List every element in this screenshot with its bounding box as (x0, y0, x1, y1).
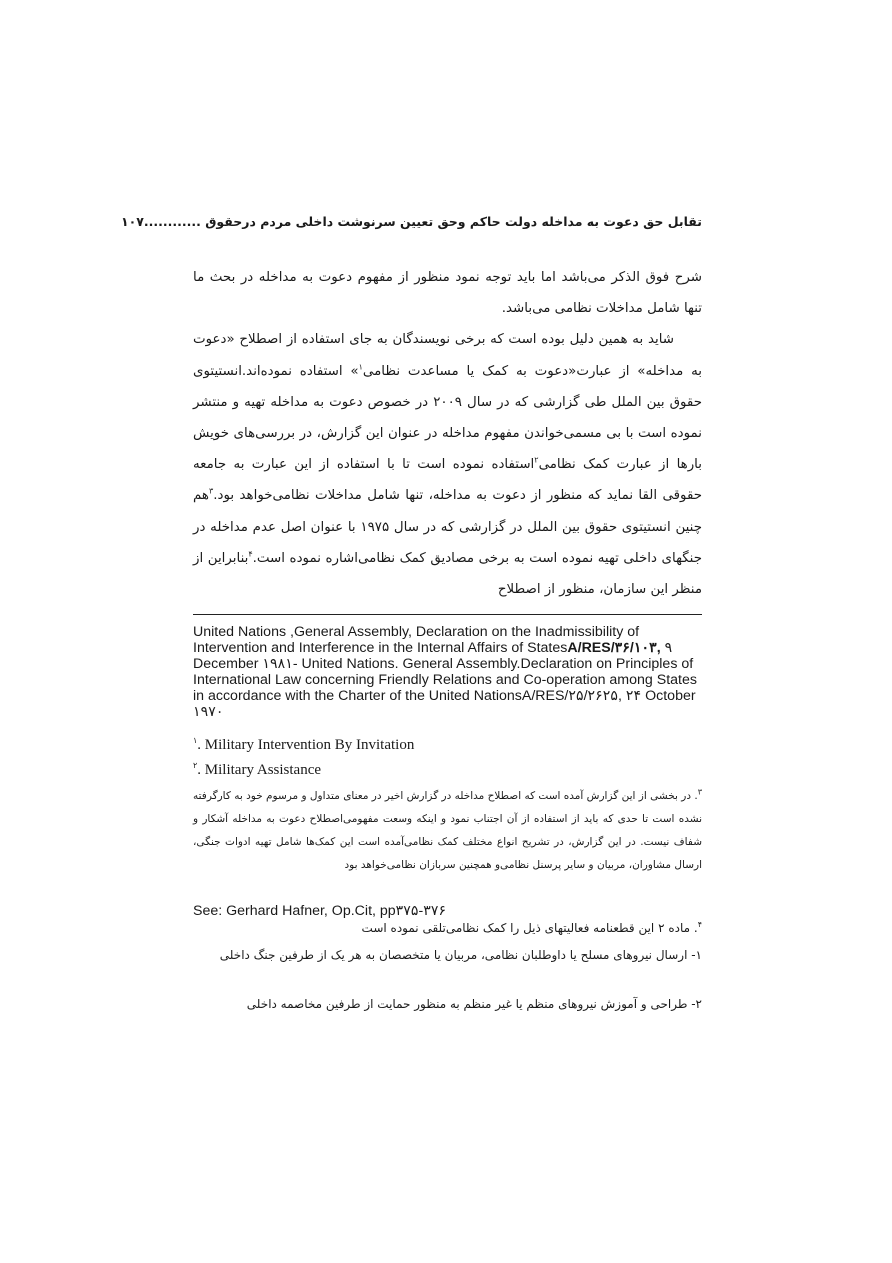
footnote-ref-3[interactable]: ۳ (208, 486, 214, 496)
footnote-4-item-1: ۱- ارسال نیروهای مسلح یا داوطلبان نظامی، مربیان یا متخصصان به هر یک از طرفین جنگ داخلی (219, 948, 702, 962)
footnote-mark-1: ۱ (193, 736, 198, 745)
footnote-ref-4[interactable]: ۴ (248, 549, 253, 559)
footnote-separator (193, 614, 702, 615)
footnote-see-reference: See: Gerhard Hafner, Op.Cit, pp۳۷۵-۳۷۶ (193, 903, 447, 919)
footnote-3: $^۳$. در بخشی از این گزارش آمده است که اصطلاح مداخله در گزارش اخیر در معنای متداول و مرسوم خود به کارگرفته نشده است تا حدی که باید از استفاده از آن اجتناب نمود و اینکه وسعت مفهومی‌اصطلاح دعوت به مداخله آشکار و شفاف نیست. در این گزارش، در تشریح انواع مختلف کمک نظامی‌آمده است این کمک‌ها شامل تهیه ادوات جنگی، ارسال مشاوران، مربیان و سایر پرسنل نظامی‌و همچنین سربازان نظامی‌خواهد بود (193, 787, 702, 871)
running-header: تقابل حق دعوت به مداخله دولت حاکم وحق تعیین سرنوشت داخلی مردم درحقوق ............۱۰۷ (121, 214, 702, 229)
footnote-4-item-2: ۲- طراحی و آموزش نیروهای منظم یا غیر منظم به منظور حمایت از طرفین مخاصمه داخلی (246, 997, 702, 1011)
footnote-ref-1[interactable]: ۱ (358, 362, 363, 372)
footnote-mark-4: ۴ (697, 920, 702, 929)
paragraph-2: شاید به همین دلیل بوده است که برخی نویسندگان به جای استفاده از اصطلاح «دعوت به مداخله» از عبارت«دعوت به کمک یا مساعدت نظامی$^۱$» استفاده نموده‌اند.انستیتوی حقوق بین الملل طی گزارشی که در سال ۲۰۰۹ در خصوص دعوت به مداخله تهیه و منتشر نموده است با بی مسمی‌خواندن مفهوم مداخله در عنوان این گزارش، در بررسی‌های خویش بارها از عبارت کمک نظامی$^۲$استفاده نموده است تا با استفاده از این عبارت به جامعه حقوقی القا نماید که منظور از دعوت به مداخله، تنها شامل مداخلات نظامی‌خواهد بود.$^۳$هم چنین انستیتوی حقوق بین الملل در گزارشی که در سال ۱۹۷۵ با عنوان اصل عدم مداخله در جنگهای داخلی تهیه نموده است به برخی مصادیق کمک نظامی‌اشاره نموده است.$^۴$بنابراین از منظر این سازمان، منظور از اصطلاح (193, 332, 703, 598)
footnote-1: $^۱$. Military Intervention By Invitation (193, 736, 415, 753)
footnote-ref-2[interactable]: ۲ (534, 455, 539, 465)
paragraph-1: شرح فوق الذکر می‌باشد اما باید توجه نمود منظور از مفهوم دعوت به مداخله در بحث ما تنها شامل مداخلات نظامی می‌باشد. (193, 270, 702, 317)
footnote-2: $^۲$. Military Assistance (193, 761, 322, 778)
footnote-4: $^۴$. ماده ۲ این قطعنامه فعالیتهای ذیل را کمک نظامی‌تلقی نموده است (361, 920, 702, 935)
footnote-un-reference: United Nations ,General Assembly, Declaration on the Inadmissibility of Intervention and Interference in the Internal Affairs of StatesA/RES/۳۶/۱۰۳, ۹ December ۱۹۸۱- United Nations. General Assembly.Declaration on Principles of International Law concerning Friendly Relations and Co-operation among States in accordance with the Charter of the United NationsA/RES/۲۵/۲۶۲۵, ۲۴ October ۱۹۷۰ (193, 624, 697, 720)
main-body-text (193, 262, 702, 605)
footnote-mark-3: ۳ (697, 787, 702, 797)
footnote-mark-2: ۲ (193, 761, 198, 770)
